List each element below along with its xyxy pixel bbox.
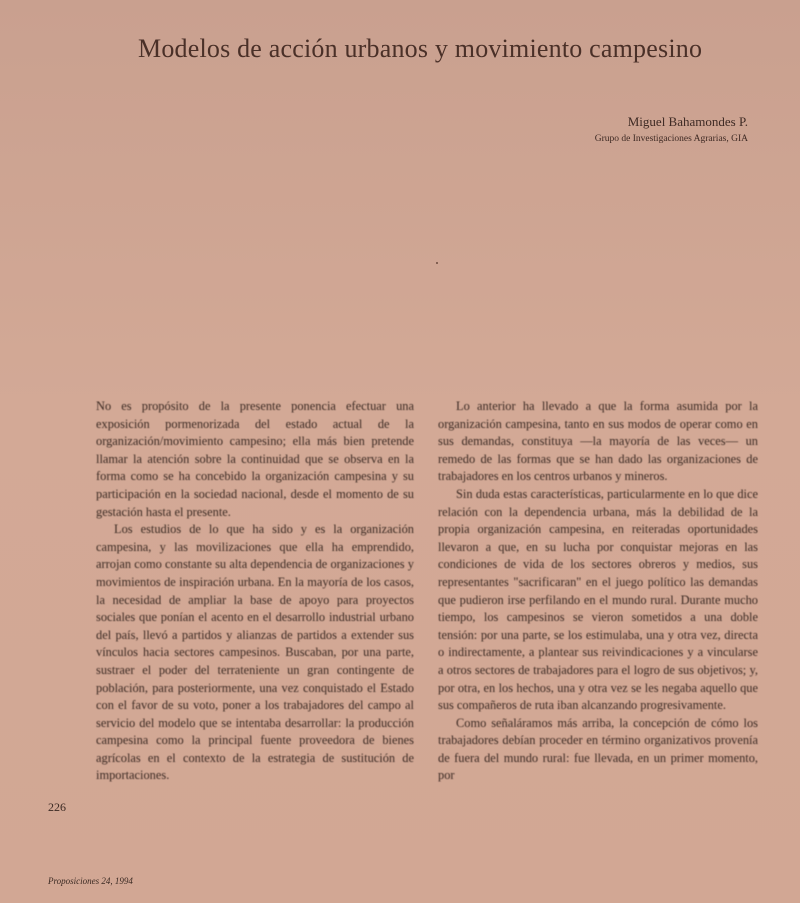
article-author: Miguel Bahamondes P. xyxy=(627,114,748,129)
author-affiliation: Grupo de Investigaciones Agrarias, GIA xyxy=(594,134,748,144)
paragraph: Los estudios de lo que ha sido y es la organización campesina, y las movilizaciones que ella ha emprendido, arrojan como constante su alta dependencia de organizaciones y movimientos de inspiración urbana. En la mayoría de los casos, la necesidad de ampliar la base de apoyo para proyectos sociales que ponían el acento en el desarrollo industrial urbano del país, llevó a partidos y alianzas de partidos a extender sus vínculos hacia sectores campesinos. Buscaban, por una parte, sustraer el poder del terrateniente un gran contingente de población, para posteriormente, una vez conquistado el Estado con el favor de su voto, poner a los trabajadores del campo al servicio del modelo que se intentaba desarrollar: la producción campesina como la principal fuente proveedora de bienes agrícolas en el contexto de la estrategia de sustitución de importaciones. xyxy=(96,522,414,783)
paragraph: Como señaláramos más arriba, la concepción de cómo los trabajadores debían proceder en término organizativos provenía de fuera del mundo rural: fue llevada, en un primer momento, por xyxy=(438,715,758,783)
speck-mark xyxy=(436,262,438,264)
journal-footer: Proposiciones 24, 1994 xyxy=(48,876,133,886)
paragraph: Sin duda estas características, particularmente en lo que dice relación con la dependencia urbana, más la debilidad de la propia organización campesina, en reiteradas oportunidades llevaron a que, en su lucha por conquistar mejoras en las condiciones de vida de los sectores obreros y medios, sus representantes "sacrificaran" en el juego político las demandas que pudieron irse perfilando en el mundo rural. Durante mucho tiempo, los campesinos se vieron sometidos a una doble tensión: por una parte, se los estimulaba, una y otra vez, directa o indirectamente, a plantear sus reivindicaciones y a vincularse a otros sectores de trabajadores para el logro de sus objetivos; y, por otra, en los hechos, una y otra vez se les negaba aquello que sus compañeros de ruta iban alcanzando progresivamente. xyxy=(438,486,758,713)
left-text-column xyxy=(96,398,414,785)
article-title: Modelos de acción urbanos y movimiento campesino xyxy=(138,34,703,63)
paragraph: Lo anterior ha llevado a que la forma asumida por la organización campesina, tanto en sus modos de operar como en sus demandas, constituya —la mayoría de las veces— un remedo de las formas que se han dado las organizaciones de trabajadores en los centros urbanos y mineros. xyxy=(438,399,758,484)
paragraph: No es propósito de la presente ponencia efectuar una exposición pormenorizada del estado actual de la organización/movimiento campesino; ella más bien pretende llamar la atención sobre la continuidad que se observa en la forma como se ha concebido la organización campesina y su participación en la sociedad nacional, desde el momento de su gestación hasta el presente. xyxy=(96,399,414,519)
page-number: 226 xyxy=(48,800,66,814)
right-text-column xyxy=(438,398,758,785)
